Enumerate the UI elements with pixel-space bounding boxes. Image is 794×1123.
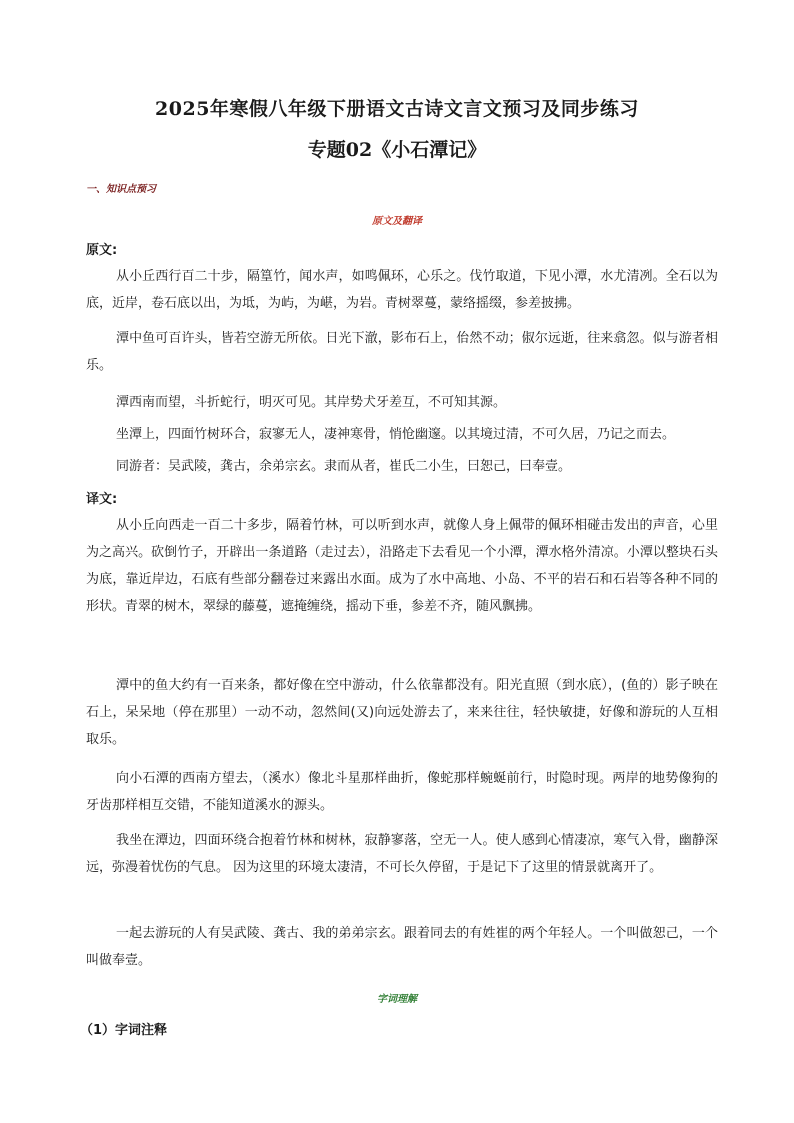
translation-paragraph-2: 潭中的鱼大约有一百来条，都好像在空中游动，什么依靠都没有。阳光直照（到水底），(鱼的）影子映在石上，呆呆地（停在那里）一动不动，忽然间(又)向远处游去了，来来往往，轻快敏捷，好像和游玩的人互相取乐。 [86, 678, 718, 747]
word-annotation-heading: （1）字词注释 [80, 1023, 168, 1038]
original-paragraph-3: 潭西南而望，斗折蛇行，明灭可见。其岸势犬牙差互，不可知其源。 [116, 395, 507, 410]
original-paragraph-5: 同游者：吴武陵，龚古，余弟宗玄。隶而从者，崔氏二小生，曰恕己，曰奉壹。 [116, 459, 572, 474]
translation-paragraph-1: 从小丘向西走一百二十多步，隔着竹林，可以听到水声，就像人身上佩带的佩环相碰击发出的声音，心里为之高兴。砍倒竹子，开辟出一条道路（走过去），沿路走下去看见一个小潭，潭水格外清凉。小潭以整块石头为底，靠近岸边，石底有些部分翻卷过来露出水面。成为了水中高地、小岛、不平的岩石和石岩等各种不同的形状。青翠的树木，翠绿的藤蔓，遮掩缠绕，摇动下垂，参差不齐，随风飘拂。 [86, 518, 718, 614]
original-paragraph-1: 从小丘西行百二十步，隔篁竹，闻水声，如鸣佩环，心乐之。伐竹取道，下见小潭，水尤清冽。全石以为底，近岸，卷石底以出，为坻，为屿，为嵁，为岩。青树翠蔓，蒙络摇缀，参差披拂。 [86, 269, 718, 311]
section-heading-knowledge-preview: 一、知识点预习 [86, 184, 156, 195]
subheading-word-understanding: 字词理解 [377, 994, 417, 1005]
translation-paragraph-4: 我坐在潭边，四面环绕合抱着竹林和树林，寂静寥落，空无一人。使人感到心情凄凉，寒气入骨，幽静深远，弥漫着忧伤的气息。 因为这里的环境太凄清，不可长久停留，于是记下了这里的情景就离开了。 [86, 833, 718, 875]
label-translation: 译文: [86, 492, 118, 507]
document-subtitle: 专题02《小石潭记》 [307, 139, 487, 161]
label-original-text: 原文: [86, 243, 118, 258]
original-paragraph-4: 坐潭上，四面竹树环合，寂寥无人，凄神寒骨，悄怆幽邃。以其境过清，不可久居，乃记之而去。 [116, 427, 676, 442]
translation-paragraph-3: 向小石潭的西南方望去，（溪水）像北斗星那样曲折，像蛇那样蜿蜒前行，时隐时现。两岸的地势像狗的牙齿那样相互交错，不能知道溪水的源头。 [86, 771, 718, 813]
original-paragraph-2: 潭中鱼可百许头，皆若空游无所依。日光下澈，影布石上，佁然不动；俶尔远逝，往来翕忽。似与游者相乐。 [86, 331, 718, 373]
subheading-original-and-translation: 原文及翻译 [372, 216, 422, 227]
document-title: 2025年寒假八年级下册语文古诗文言文预习及同步练习 [155, 98, 639, 120]
translation-paragraph-5: 一起去游玩的人有吴武陵、龚古、我的弟弟宗玄。跟着同去的有姓崔的两个年轻人。一个叫做恕己，一个叫做奉壹。 [86, 926, 718, 968]
